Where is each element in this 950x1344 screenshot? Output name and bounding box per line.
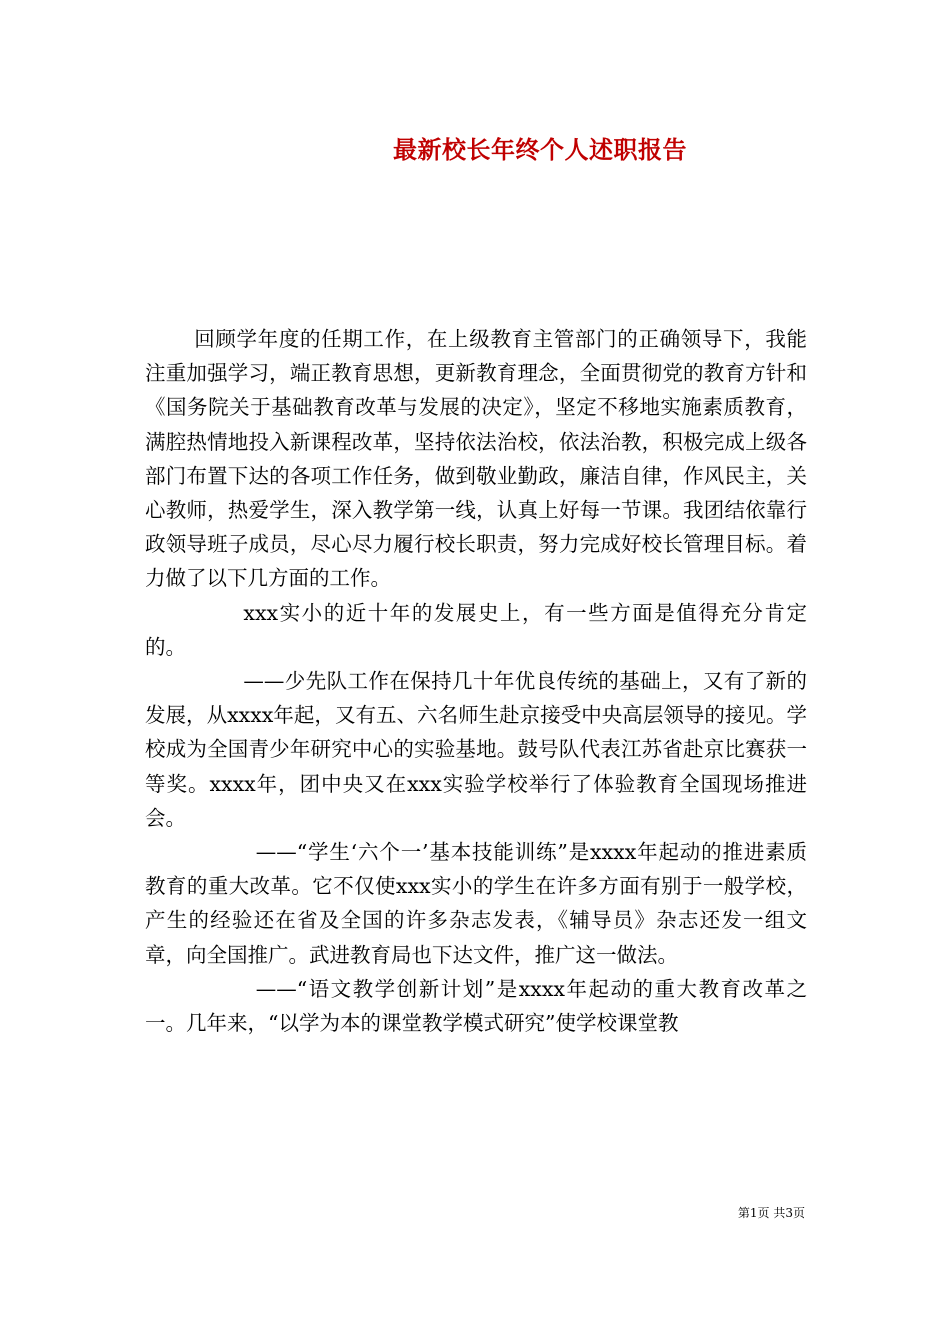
- paragraph-six-skills: ——“学生‘六个一’基本技能训练”是xxxx年起动的推进素质教育的重大改革。它不仅使xxx实小的学生在许多方面有别于一般学校，产生的经验还在省及全国的许多杂志发表，《辅导员》杂志还发一组文章，向全国推广。武进教育局也下达文件，推广这一做法。: [145, 840, 807, 967]
- paragraph-young-pioneers: ——少先队工作在保持几十年优良传统的基础上，又有了新的发展，从xxxx年起，又有五、六名师生赴京接受中央高层领导的接见。学校成为全国青少年研究中心的实验基地。鼓号队代表江苏省赴京比赛获一等奖。xxxx年，团中央又在xxx实验学校举行了体验教育全国现场推进会。: [145, 669, 807, 830]
- page-number-footer: 第1页 共3页: [737, 1206, 805, 1220]
- paragraph-intro: 回顾学年度的任期工作，在上级教育主管部门的正确领导下，我能注重加强学习，端正教育思想，更新教育理念，全面贯彻党的教育方针和《国务院关于基础教育改革与发展的决定》，坚定不移地实施素质教育，满腔热情地投入新课程改革，坚持依法治校，依法治教，积极完成上级各部门布置下达的各项工作任务，做到敬业勤政，廉洁自律，作风民主，关心教师，热爱学生，深入教学第一线，认真上好每一节课。我团结依靠行政领导班子成员，尽心尽力履行校长职责，努力完成好校长管理目标。着力做了以下几方面的工作。: [145, 327, 807, 591]
- paragraph-development-history: xxx实小的近十年的发展史上，有一些方面是值得充分肯定的。: [145, 600, 807, 659]
- document-title: 最新校长年终个人述职报告: [393, 135, 687, 164]
- document-body: [145, 322, 807, 1040]
- paragraph-chinese-innovation: ——“语文教学创新计划”是xxxx年起动的重大教育改革之一。几年来，“以学为本的课堂教学模式研究”使学校课堂教: [145, 976, 807, 1036]
